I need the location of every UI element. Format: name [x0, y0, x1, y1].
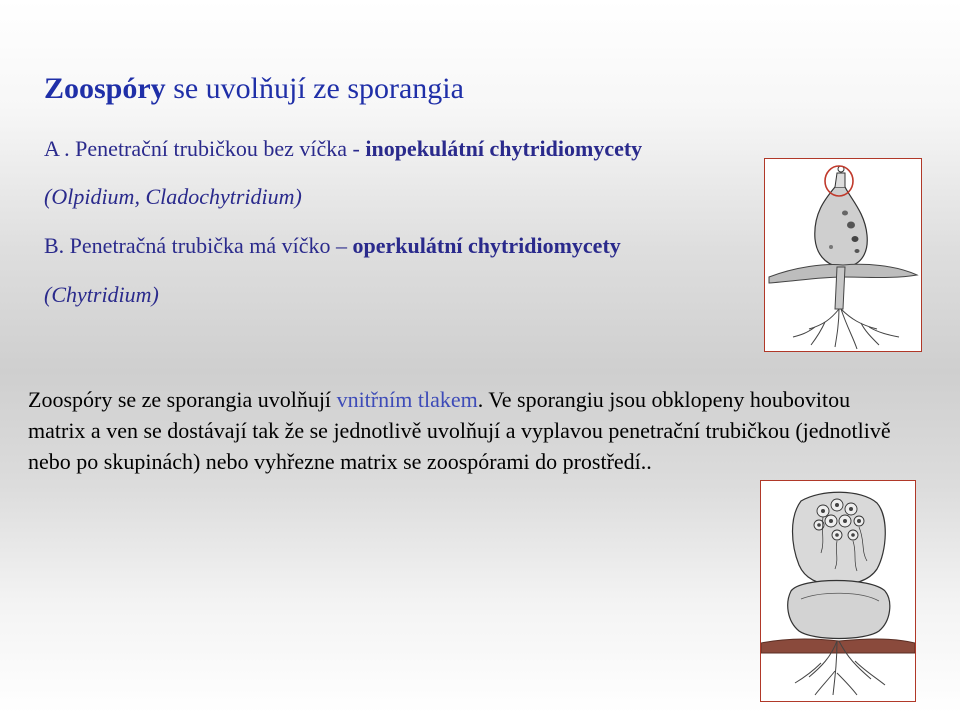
point-b-highlight: operkulátní chytridiomycety	[352, 233, 621, 258]
point-b-examples: (Chytridium)	[44, 282, 159, 307]
point-b	[44, 233, 621, 259]
para-highlight: vnitřním tlakem	[336, 387, 478, 412]
description-paragraph	[28, 384, 908, 477]
point-a-highlight: inopekulátní chytridiomycety	[365, 136, 643, 161]
operculate-sporangium-illustration	[765, 159, 921, 351]
point-b-text: B. Penetračná trubička má víčko –	[44, 233, 353, 258]
point-a-text: A . Penetrační trubičkou bez víčka -	[44, 136, 366, 161]
title-rest: se uvolňují ze sporangia	[165, 72, 464, 105]
slide-title	[44, 72, 464, 106]
inoperculate-sporangium-figure	[760, 480, 916, 702]
inoperculate-sporangium-illustration	[761, 481, 915, 701]
point-a	[44, 136, 642, 162]
title-keyword: Zoospóry	[44, 72, 166, 105]
point-a-examples: (Olpidium, Cladochytridium)	[44, 184, 302, 209]
para-part2: . Ve sporangiu jsou obklopeny houbovitou matrix a ven se dostávají tak že se jednotlivě uvolňují a vyplavou penetrační trubičkou (jednotlivě nebo po skupinách) nebo vyhřezne matrix se zoospórami do prostředí..	[28, 387, 891, 474]
para-part1: Zoospóry se ze sporangia uvolňují	[28, 387, 337, 412]
operculate-sporangium-figure	[764, 158, 922, 352]
